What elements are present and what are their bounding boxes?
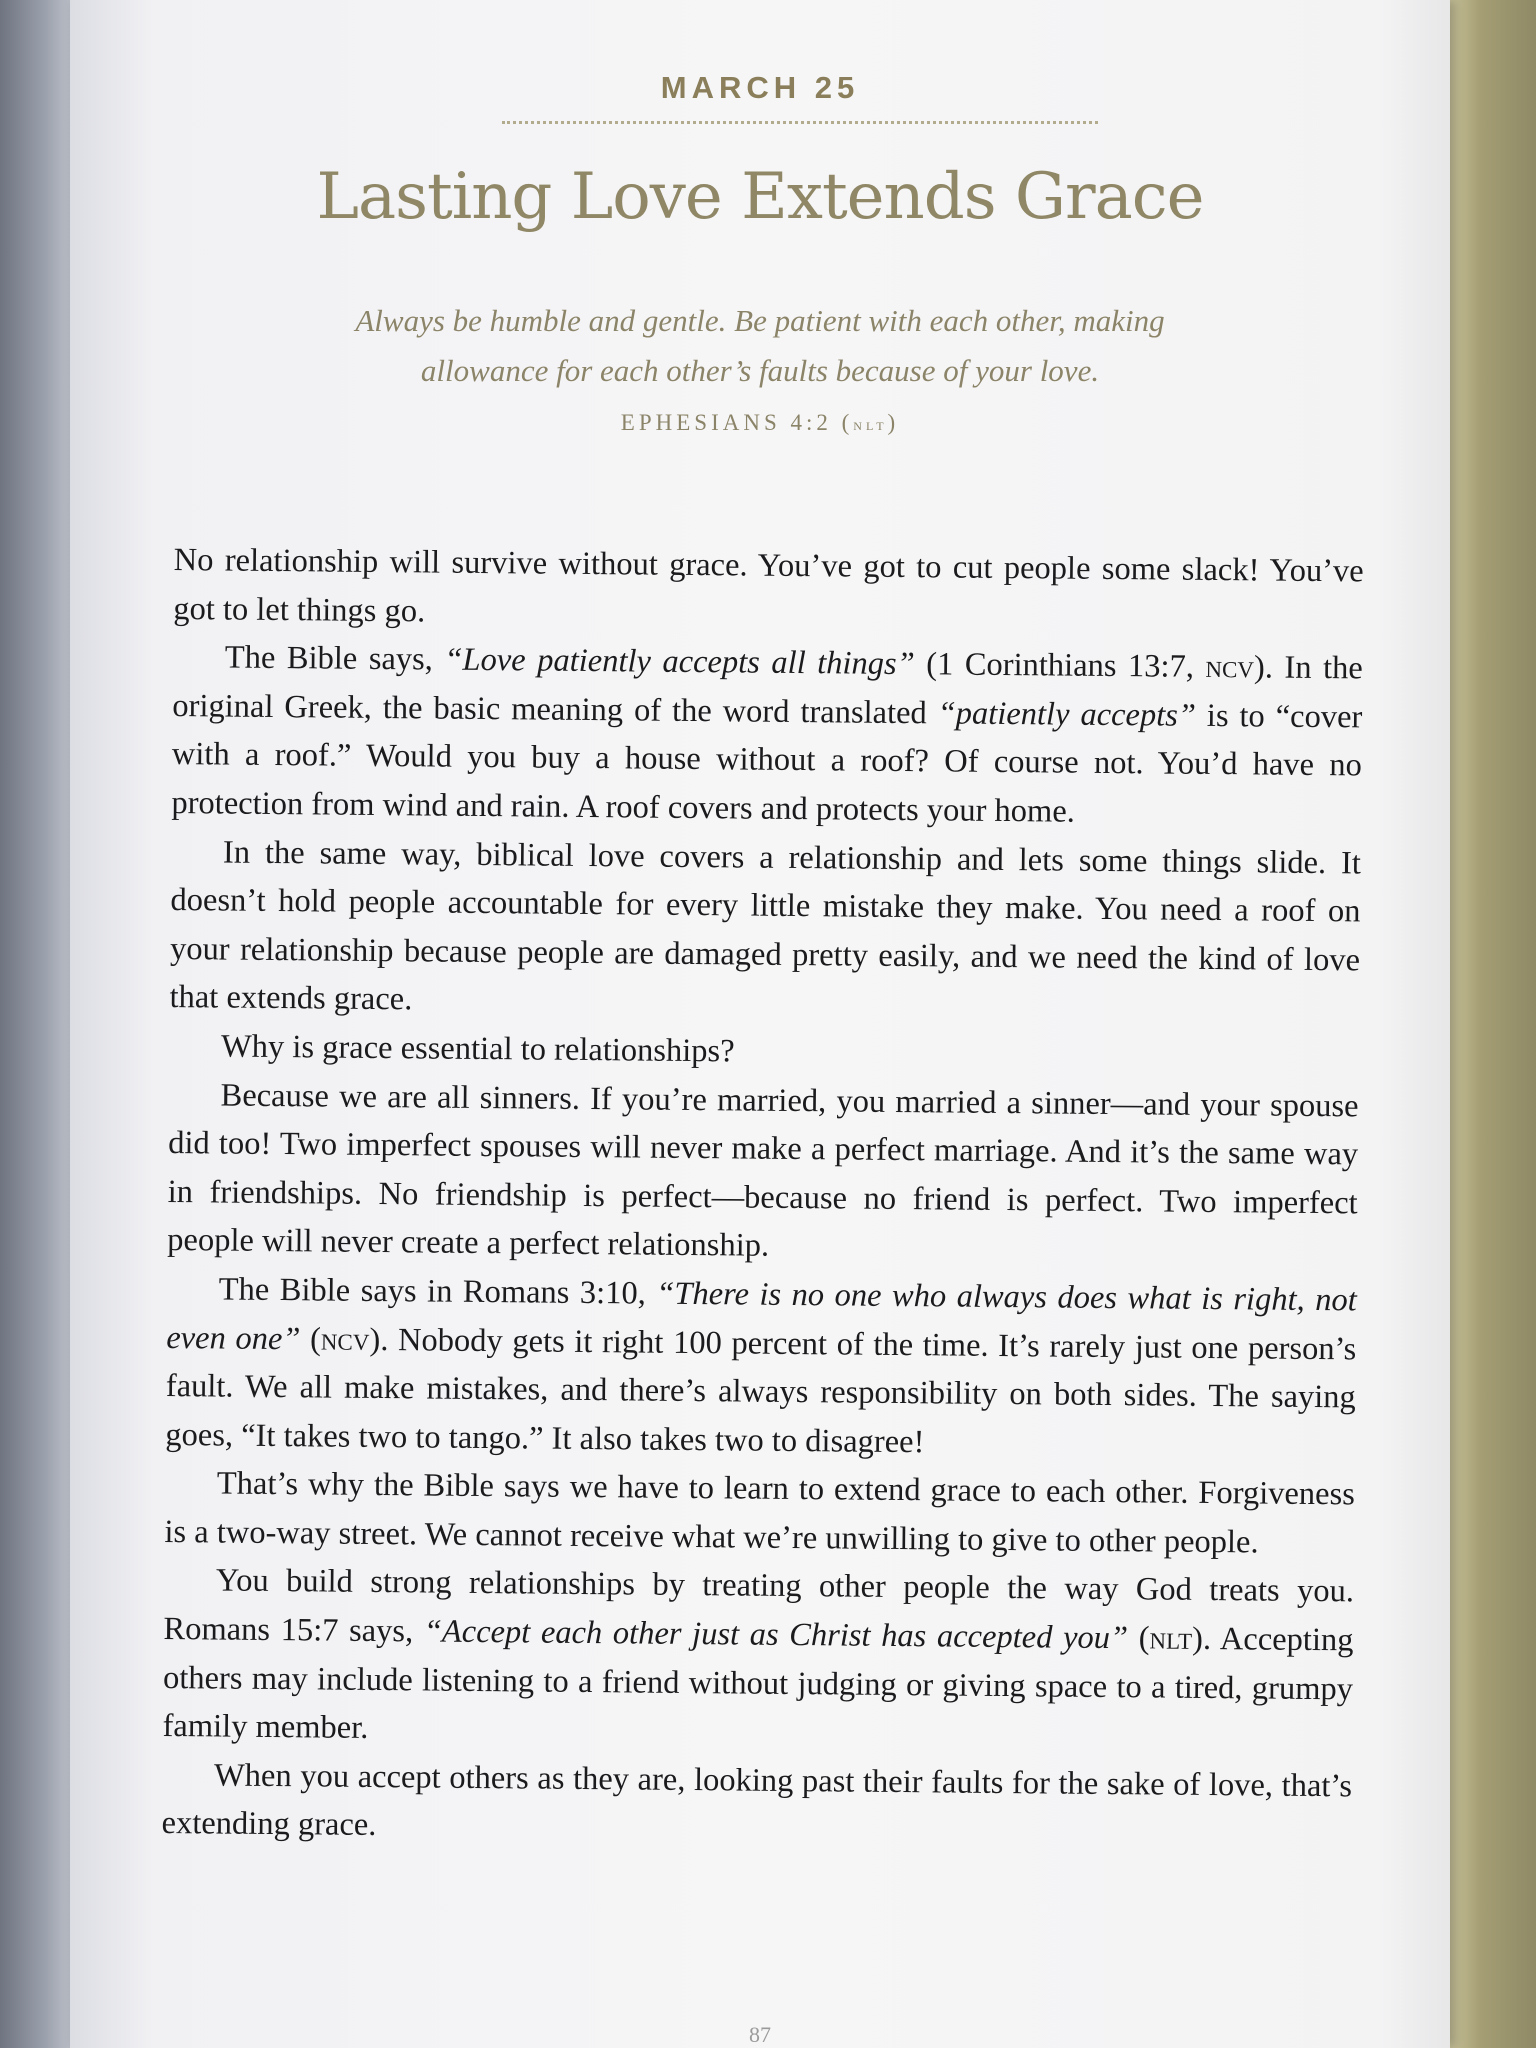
paragraph-9: When you accept others as they are, looking past their faults for the sake of love, that’s extending grace. xyxy=(161,1757,1353,1844)
paragraph-2-text: is to “cover with a roof.” Would you buy a house without a roof? Of course not. You’d have no protection from wind and rain. A roof covers and protects your home. xyxy=(171,697,1363,830)
paragraph-2-text: ). In the original Greek, the basic meaning of the word translated xyxy=(172,649,1363,732)
paragraph-8-text: You build strong relationships by treating other people the way God treats you. Romans 15:7 says, xyxy=(163,1562,1355,1650)
reference-book: EPHESIANS 4:2 ( xyxy=(620,410,854,435)
paragraph-3: In the same way, biblical love covers a relationship and lets some things slide. It doesn’t hold people accountable for every little mistake they make. You need a roof on your relationship because people are damaged pretty easily, and we need the kind of love that extends grace. xyxy=(169,834,1362,1018)
paragraph-6-text: ). Nobody gets it right 100 percent of the time. It’s rarely just one person’s fault. We all make mistakes, and there’s always responsibility on both sides. The saying goes, “It takes two to tango.” It also takes two to disagree! xyxy=(165,1321,1357,1460)
bible-version: ncv xyxy=(1205,649,1255,686)
paragraph-2-text: (1 Corinthians 13:7, xyxy=(914,646,1206,686)
paragraph-6-text: ( xyxy=(300,1320,322,1357)
reference-version: nlt xyxy=(853,415,888,434)
devotional-body xyxy=(161,536,1364,1859)
paragraph-4: Why is grace essential to relationships? xyxy=(220,1028,735,1070)
scripture-quote: “Accept each other just as Christ has accepted you” xyxy=(423,1613,1129,1657)
bible-version: nlt xyxy=(1149,1620,1193,1657)
scripture-quote: “patiently accepts” xyxy=(937,695,1197,734)
paragraph-2 xyxy=(171,633,1363,839)
scripture-quote: “There is no one who always does what is right, not even one” xyxy=(166,1275,1357,1357)
bible-version: ncv xyxy=(320,1320,370,1358)
entry-title: Lasting Love Extends Grace xyxy=(316,160,1204,234)
paragraph-5: Because we are all sinners. If you’re married, you married a sinner—and your spouse did too! Two imperfect spouses will never make a perfect marriage. And it’s the same way in friendships. No friendship is perfect—because no friend is perfect. Two imperfect people will never create a perfect relationship. xyxy=(167,1077,1359,1265)
entry-date: MARCH 25 xyxy=(660,70,860,105)
verse-reference xyxy=(70,410,1450,436)
dotted-divider xyxy=(502,121,1098,124)
paragraph-1: No relationship will survive without grace. You’ve got to cut people some slack! You’ve got to let things go. xyxy=(173,541,1364,630)
book-page xyxy=(70,0,1450,2048)
paragraph-8-text: ( xyxy=(1127,1620,1150,1657)
paragraph-6-text: The Bible says in Romans 3:10, xyxy=(218,1271,657,1312)
paragraph-8 xyxy=(162,1556,1354,1762)
verse-line-1: Always be humble and gentle. Be patient with each other, making xyxy=(355,303,1165,338)
paragraph-7: That’s why the Bible says we have to learn to extend grace to each other. Forgiveness is a two-way street. We cannot receive what we’re unwilling to give to other people. xyxy=(164,1465,1356,1561)
paragraph-6 xyxy=(165,1265,1357,1471)
page-number: 87 xyxy=(749,2022,771,2047)
paragraph-2-text: The Bible says, xyxy=(224,639,445,678)
scripture-verse xyxy=(240,296,1280,396)
adjacent-page-edge xyxy=(1450,0,1536,2048)
scripture-quote: “Love patiently accepts all things” xyxy=(444,641,915,683)
paragraph-8-text: ). Accepting others may include listening to a friend without judging or giving space to a tired, grumpy family member. xyxy=(162,1620,1354,1747)
reference-close: ) xyxy=(887,410,900,435)
verse-line-2: allowance for each other’s faults because of your love. xyxy=(420,353,1100,388)
